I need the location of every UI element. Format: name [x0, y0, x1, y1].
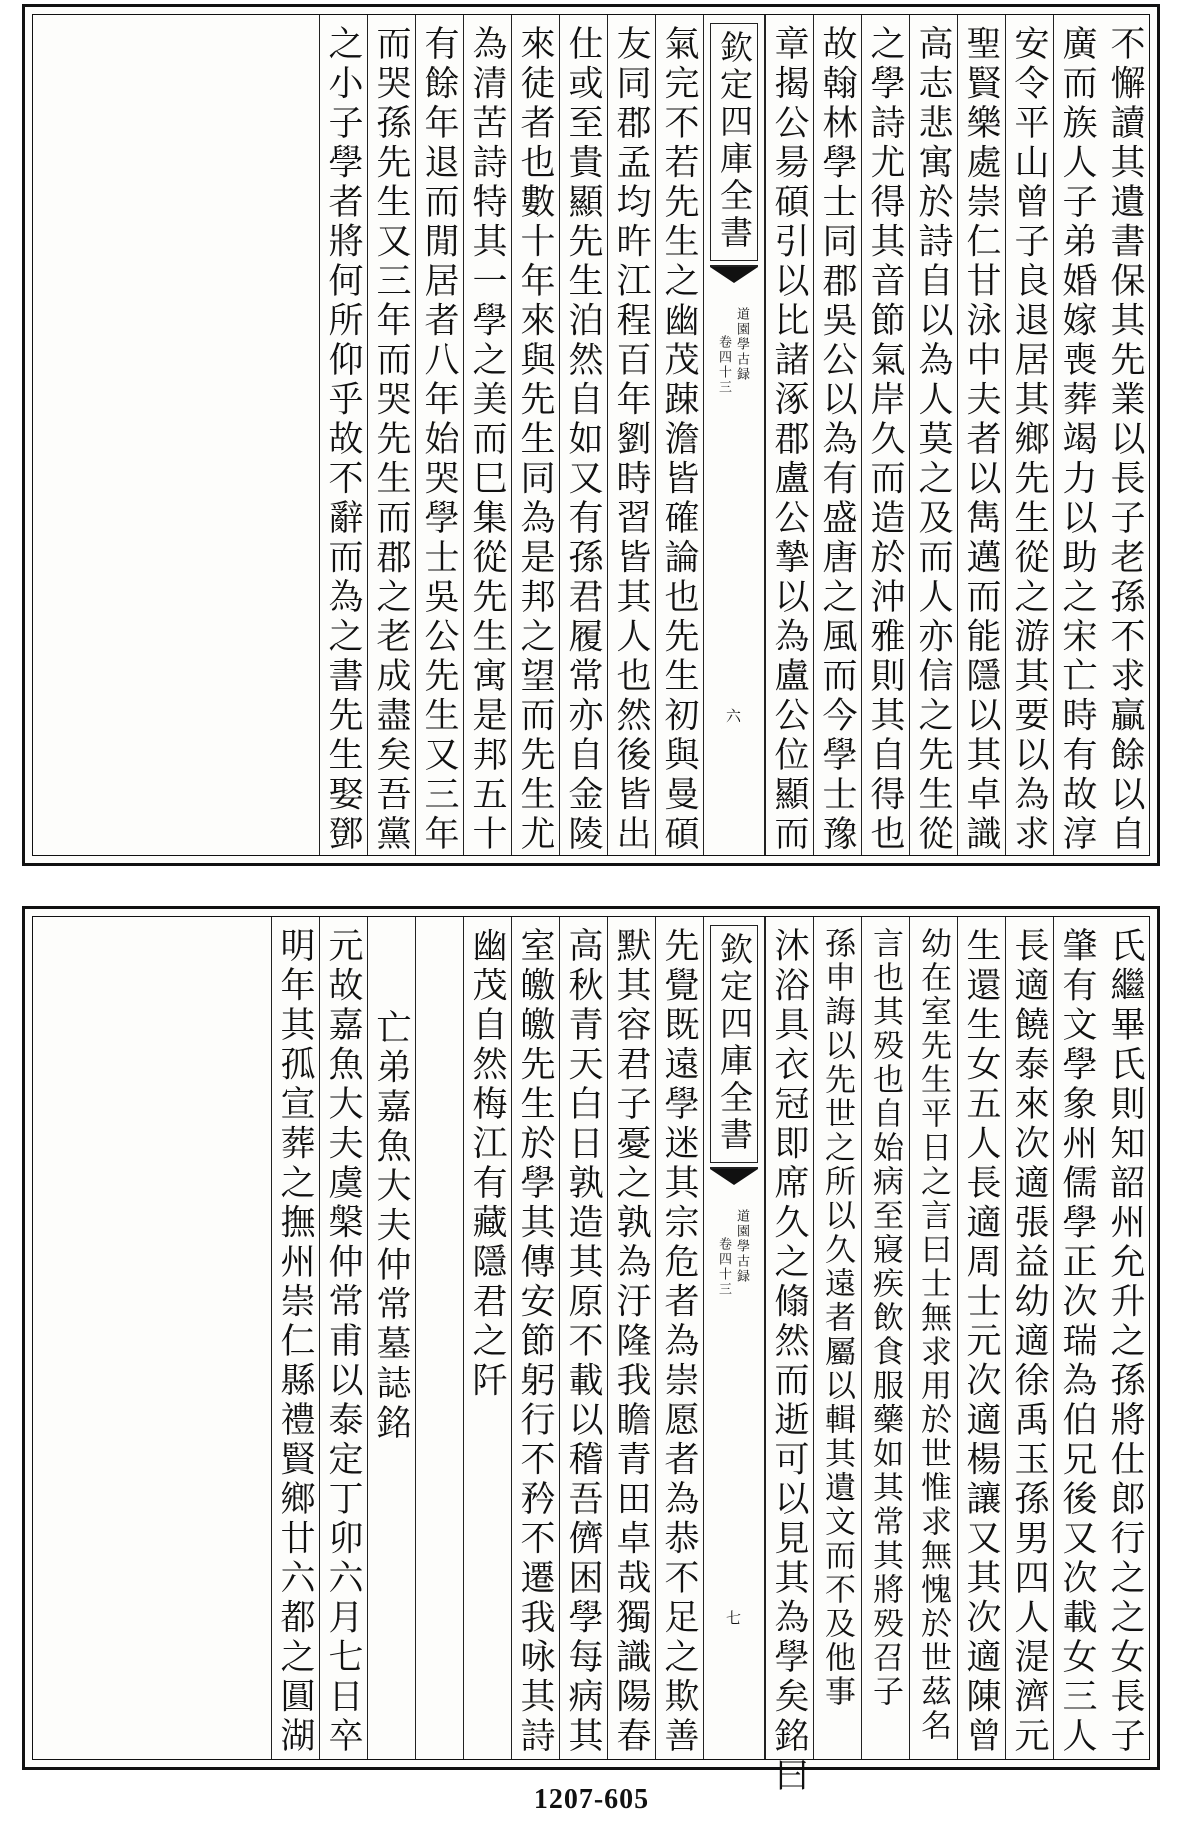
text-column: 元故嘉魚大夫虞槃仲常甫以泰定丁卯六月七日卒 [319, 917, 367, 1759]
text-column: 生還生女五人長適周士元次適楊讓又其次適陳曾 [957, 917, 1005, 1759]
text-column: 沐浴具衣冠即席久之翛然而逝可以見其為學矣銘曰 [765, 917, 813, 1759]
spine-title-box [710, 23, 758, 261]
text-column: 孫申誨以先世之所以久遠者屬以輯其遺文而不及他事 [813, 917, 861, 1759]
fishtail-mark-icon [710, 1167, 758, 1199]
text-column: 不懈讀其遺書保其先業以長子老孫不求贏餘以自 [1105, 25, 1145, 855]
text-column: 故翰林學士同郡吳公以為有盛唐之風而今學士豫 [813, 15, 861, 855]
top-leaf-frame [32, 14, 1150, 856]
text-column: 室皦皦先生於學其傳安節躬行不矜不遷我咏其詩 [511, 917, 559, 1759]
text-column: 安令平山曾子良退居其鄉先生從之游其要以為求 [1005, 15, 1053, 855]
text-column: 言也其殁也自始病至寢疾飲食服藥如其常其將殁召子 [861, 917, 909, 1759]
text-column: 為清苦詩特其一學之美而巳集從先生寓是邦五十 [463, 15, 511, 855]
bottom-leaf-frame [32, 916, 1150, 1796]
volume-label: 卷四十三 [716, 1237, 731, 1297]
text-column: 默其容君子憂之孰為汙隆我瞻青田卓哉獨識陽春 [607, 917, 655, 1759]
text-column: 仕或至貴顯先生泊然自如又有孫君履常亦自金陵 [559, 15, 607, 855]
text-column: 有餘年退而閒居者八年始哭學士吳公先生又三年 [415, 15, 463, 855]
book-title: 道園學古録 [734, 1209, 749, 1284]
text-column: 肇有文學象州儒學正次瑞為伯兄後又次載女三人 [1053, 917, 1101, 1759]
text-column: 氣完不若先生之幽茂踈澹皆確論也先生初與曼碩 [655, 15, 703, 855]
text-column: 友同郡孟均旿江程百年劉時習皆其人也然後皆出 [607, 15, 655, 855]
text-column: 廣而族人子弟婚嫁喪葬竭力以助之宋亡時有故淳 [1053, 15, 1101, 855]
text-column: 長適饒泰來次適張益幼適徐禹玉孫男四人湜濟元 [1005, 917, 1053, 1759]
page-spine [703, 15, 765, 855]
text-column: 之學詩尤得其音節氣岸久而造於沖雅則其自得也 [861, 15, 909, 855]
epitaph-title-column: 亡弟嘉魚大夫仲常墓誌銘 [367, 917, 415, 1759]
collection-title: 欽定四庫全書 [715, 932, 754, 1154]
text-column: 幼在室先生平日之言曰士無求用於世惟求無愧於世茲名 [909, 917, 957, 1759]
text-column [415, 917, 463, 1759]
top-leaf [22, 4, 1160, 866]
spine-title-box [710, 925, 758, 1163]
leaf-number: 七 [726, 1609, 742, 1627]
text-column: 而哭孫先生又三年而哭先生而郡之老成盡矣吾黨 [367, 15, 415, 855]
text-column: 明年其孤宣葬之撫州崇仁縣禮賢鄉廿六都之圓湖 [271, 917, 319, 1759]
text-column: 高秋青天白日孰造其原不載以稽吾儕困學每病其 [559, 917, 607, 1759]
volume-label: 卷四十三 [716, 335, 731, 395]
text-column: 高志悲寓於詩自以為人莫之及而人亦信之先生從 [909, 15, 957, 855]
text-column: 來徒者也數十年來與先生同為是邦之望而先生尤 [511, 15, 559, 855]
text-column: 之小子學者將何所仰乎故不辭而為之書先生娶鄧 [319, 15, 367, 855]
fishtail-mark-icon [710, 265, 758, 297]
text-column: 氏繼畢氏則知韶州允升之孫將仕郎行之之女長子 [1105, 927, 1145, 1757]
text-column: 幽茂自然梅江有藏隱君之阡 [463, 917, 511, 1759]
text-column: 章揭公昜碩引以比諸涿郡盧公摯以為盧公位顯而 [765, 15, 813, 855]
page-spine [703, 917, 765, 1759]
text-column: 聖賢樂處崇仁甘泳中夫者以雋邁而能隱以其卓識 [957, 15, 1005, 855]
book-title: 道園學古録 [734, 307, 749, 382]
text-column: 先覺既遠學迷其宗危者為崇愿者為恭不足之欺善 [655, 917, 703, 1759]
page-number: 1207-605 [533, 1784, 650, 1815]
bottom-leaf [22, 906, 1160, 1796]
leaf-number: 六 [726, 707, 742, 725]
collection-title: 欽定四庫全書 [715, 30, 754, 252]
